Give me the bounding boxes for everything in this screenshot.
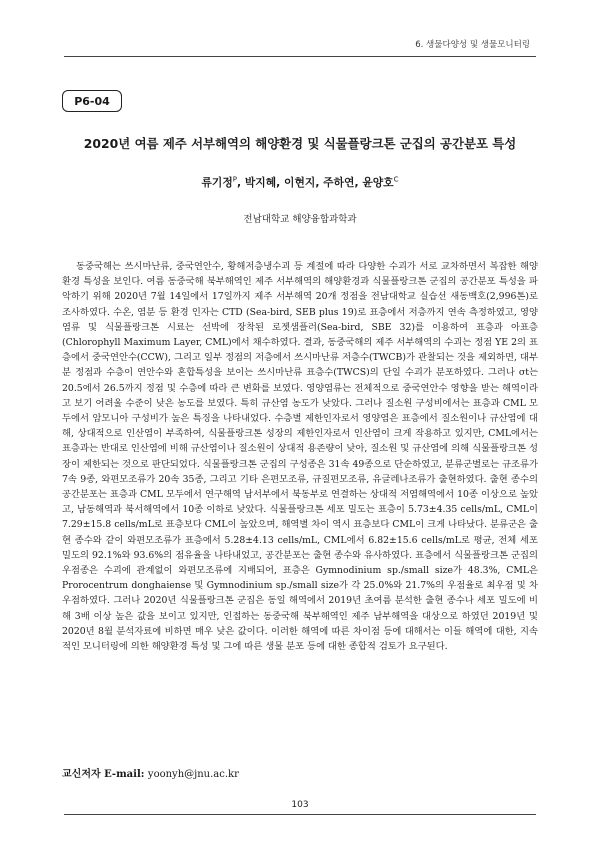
corresponding-email: yoonyh@jnu.ac.kr xyxy=(147,769,239,780)
affiliation: 전남대학교 해양융합과학과 xyxy=(243,214,357,225)
first-author: 류기정 xyxy=(201,176,233,189)
author-list xyxy=(0,175,600,190)
corresponding-label: 교신저자 E-mail: xyxy=(62,769,145,780)
header-divider xyxy=(64,56,536,57)
other-authors: , 박지혜, 이현지, 주하연, 윤양호 xyxy=(237,176,394,189)
footer-divider xyxy=(64,814,536,815)
paper-title: 2020년 여름 제주 서부해역의 해양환경 및 식물플랑크톤 군집의 공간분포 특성 xyxy=(83,136,517,151)
corresponding-mark: C xyxy=(393,175,399,184)
paper-code-badge: P6-04 xyxy=(62,90,122,112)
running-header: 6. 생물다양성 및 생물모니터링 xyxy=(415,40,530,50)
abstract xyxy=(62,259,538,654)
page-number: 103 xyxy=(291,800,309,810)
corresponding-author xyxy=(62,765,239,780)
abstract-paragraph: 동중국해는 쓰시마난류, 중국연안수, 황해저층냉수괴 등 계절에 따라 다양한 수괴가 서로 교차하면서 복잡한 해양환경 특성을 보인다. 여름 동중국해 북부해역인 제주 서부해역의 해양환경과 식물플랑크톤 군집의 공간분포 특성을 파악하기 위해 2020년 7월 14일에서 17일까지 제주 서부해역 20개 정점을 전남대학교 실습선 새동백호(2,996톤)로 조사하였다. 수온, 염분 등 환경 인자는 CTD (Sea-bird, SEB plus 19)로 표층에서 저층까지 연속 측정하였고, 영양염류 및 식물플랑크톤 시료는 선박에 장착된 로젯샘플러(Sea-bird, SBE 32)를 이용하여 표층과 아표층(Chlorophyll Maximum Layer, CML)에서 채수하였다. 결과, 동중국해의 제주 서부해역의 수괴는 정점 YE 2의 표층에서 중국연안수(CCW), 그리고 일부 정점의 저층에서 쓰시마난류 저층수(TWCB)가 관찰되는 것을 제외하면, 대부분 정점과 수층이 연안수와 혼합특성을 보이는 쓰시마난류 표층수(TWCS)의 단일 수괴가 분포하였다. 그러나 σt는 20.5에서 26.5까지 정점 및 수층에 따라 큰 변화를 보였다. 영양염류는 전체적으로 중국연안수 영향을 받는 해역이라고 보기 어려울 수준이 낮은 농도를 보였다. 특히 규산염 농도가 낮았다. 그러나 질소원 구성비에서는 표층과 CML 모두에서 암모니아 구성비가 높은 특징을 나타내었다. 수층별 제한인자로서 영양염은 표층에서 질소원이나 규산염에 대해, 상대적으로 인산염이 부족하여, 식물플랑크톤 성장의 제한인자로서 인산염이 크게 작용하고 있지만, CML에서는 표층과는 반대로 인산염에 비해 규산염이나 질소원이 상대적 용존량이 낮아, 질소원 및 규산염에 의해 식물플랑크톤 성장이 제한되는 것으로 판단되었다. 식물플랑크톤 군집의 구성종은 31속 49종으로 단순하였고, 분류군별로는 규조류가 7속 9종, 와편모조류가 20속 35종, 그리고 기타 은편모조류, 규질편모조류, 유글레나조류가 출현하였다. 출현 종수의 공간분포는 표층과 CML 모두에서 연구해역 남서부에서 북동부로 연결하는 상대적 저염해역에서 10종 이상으로 높았고, 남동해역과 북서해역에서 10종 이하로 낮았다. 식물플랑크톤 세포 밀도는 표층이 5.73±4.35 cells/mL, CML이 7.29±15.8 cells/mL로 표층보다 CML이 높았으며, 해역별 차이 역시 표층보다 CML이 크게 나타났다. 분류군은 출현 종수와 같이 와편모조류가 표층에서 5.28±4.13 cells/mL, CML에서 6.82±15.6 cells/mL로 평균, 전체 세포 밀도의 92.1%와 93.6%의 점유율을 나타내었고, 공간분포는 출현 종수와 유사하였다. 표층에서 식물플랑크톤 군집의 우점종은 수괴에 관계없이 와편모조류에 지배되어, 표층은 Gymnodinium sp./small size가 48.3%, CML은 Prorocentrum donghaiense 및 Gymnodinium sp./small size가 각 25.0%와 21.7%의 우점율로 최우점 및 차우점하였다. 그러나 2020년 식물플랑크톤 군집은 동일 해역에서 2019년 초여름 분석한 출현 종수나 세포 밀도에 비해 3배 이상 높은 값을 보이고 있지만, 인접하는 동중국해 북부해역인 제주 남부해역을 대상으로 하였던 2019년 및 2020년 8월 분석자료에 비하면 매우 낮은 값이다. 이러한 해역에 따른 차이점 등에 대해서는 이들 해역에 대한, 지속적인 모니터링에 의한 해양환경 특성 및 그에 따른 생물 분포 등에 대한 종합적 검토가 요구된다. xyxy=(62,261,538,653)
presenter-mark: P xyxy=(232,175,238,184)
